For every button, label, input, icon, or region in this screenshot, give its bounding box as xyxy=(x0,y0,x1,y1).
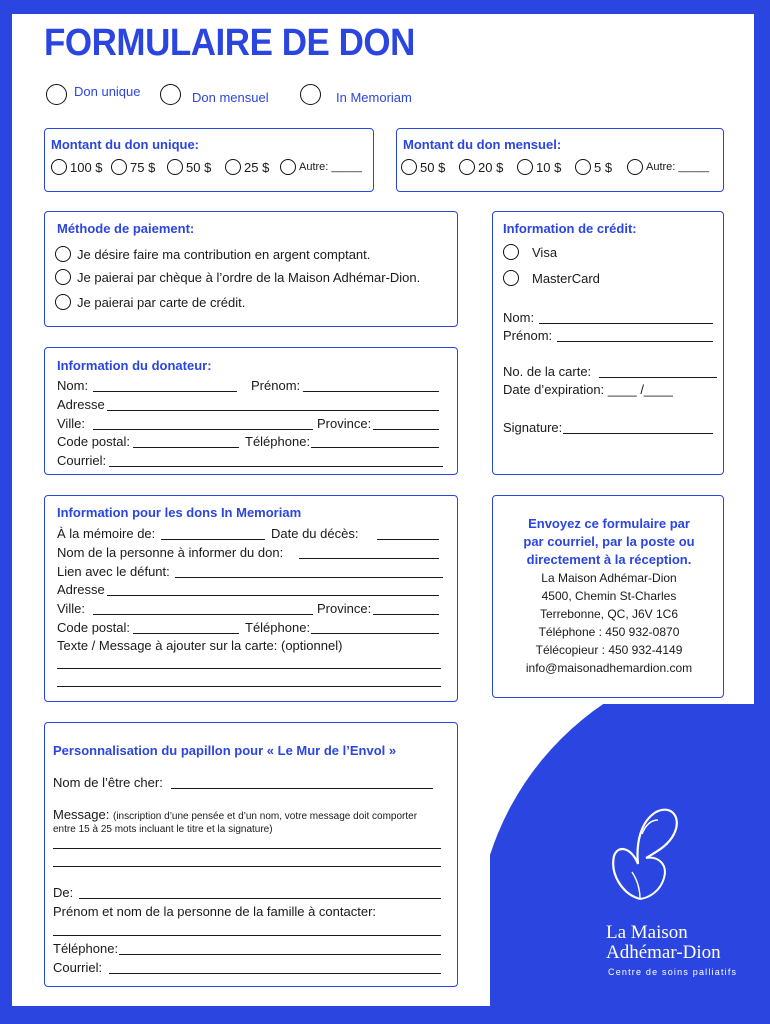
radio-icon[interactable] xyxy=(503,244,519,260)
logo-tagline: Centre de soins palliatifs xyxy=(608,967,738,977)
form-title: FORMULAIRE DE DON xyxy=(44,22,415,64)
radio-icon[interactable] xyxy=(503,270,519,286)
send-address-city: Terrebonne, QC, J6V 1C6 xyxy=(539,607,679,621)
memoriam-province-label: Province: xyxy=(317,601,372,616)
monthly-50[interactable]: 50 $ xyxy=(401,159,445,175)
butterfly-nom-label: Nom de l’être cher: xyxy=(53,775,163,790)
butterfly-message-line-2[interactable] xyxy=(53,866,441,867)
donor-nom-field[interactable] xyxy=(93,391,237,392)
donation-form-page xyxy=(12,14,754,1006)
radio-icon[interactable] xyxy=(401,159,417,175)
butterfly-contact-field[interactable] xyxy=(53,935,441,936)
signature-label: Signature: xyxy=(503,420,563,435)
radio-icon[interactable] xyxy=(627,159,643,175)
radio-icon[interactable] xyxy=(459,159,475,175)
butterfly-contact-label: Prénom et nom de la personne de la famille à contacter: xyxy=(53,904,377,919)
amount-50[interactable]: 50 $ xyxy=(167,159,211,175)
donor-postal-field[interactable] xyxy=(133,447,239,448)
butterfly-phone-field[interactable] xyxy=(119,954,441,955)
donation-type-memoriam[interactable]: In Memoriam xyxy=(300,84,412,105)
memoriam-personne-label: Nom de la personne à informer du don: xyxy=(57,545,284,560)
butterfly-nom-field[interactable] xyxy=(171,788,433,789)
radio-icon[interactable] xyxy=(160,84,181,105)
send-phone: Téléphone : 450 932-0870 xyxy=(538,625,680,639)
send-heading-3: directement à la réception. xyxy=(526,552,692,567)
butterfly-de-field[interactable] xyxy=(79,898,441,899)
credit-nom-field[interactable] xyxy=(539,323,713,324)
card-visa[interactable]: Visa xyxy=(503,244,557,260)
donor-prenom-field[interactable] xyxy=(303,391,439,392)
butterfly-email-field[interactable] xyxy=(109,973,441,974)
amount-25[interactable]: 25 $ xyxy=(225,159,269,175)
memoriam-title: Information pour les dons In Memoriam xyxy=(57,505,302,520)
send-address-name: La Maison Adhémar-Dion xyxy=(541,571,677,585)
memoriam-lien-field[interactable] xyxy=(175,577,443,578)
radio-icon[interactable] xyxy=(575,159,591,175)
send-email-link[interactable]: info@maisonadhemardion.com xyxy=(525,661,693,675)
send-heading-2: par courriel, par la poste ou xyxy=(523,534,695,549)
monthly-amount-box xyxy=(396,128,724,192)
monthly-amount-title: Montant du don mensuel: xyxy=(403,137,562,152)
card-number-label: No. de la carte: xyxy=(503,364,592,379)
logo-line-1: La Maison xyxy=(606,922,688,943)
radio-icon[interactable] xyxy=(55,246,71,262)
send-fax: Télécopieur : 450 932-4149 xyxy=(535,643,683,657)
amount-100[interactable]: 100 $ xyxy=(51,159,103,175)
logo-line-2: Adhémar-Dion xyxy=(606,942,721,963)
donor-nom-label: Nom: xyxy=(57,378,89,393)
donor-email-field[interactable] xyxy=(109,466,443,467)
memoriam-phone-field[interactable] xyxy=(311,633,439,634)
donor-adresse-field[interactable] xyxy=(107,410,439,411)
butterfly-box xyxy=(44,722,458,987)
radio-icon[interactable] xyxy=(111,159,127,175)
amount-other[interactable]: Autre: _____ xyxy=(280,159,362,175)
butterfly-logo-icon xyxy=(602,804,692,914)
radio-icon[interactable] xyxy=(55,269,71,285)
credit-title: Information de crédit: xyxy=(503,221,637,236)
memoriam-province-field[interactable] xyxy=(373,614,439,615)
butterfly-message-note: entre 15 à 25 mots incluant le titre et la signature) xyxy=(53,824,273,835)
donor-phone-label: Téléphone: xyxy=(245,434,311,449)
monthly-other[interactable]: Autre: _____ xyxy=(627,159,709,175)
memoriam-personne-field[interactable] xyxy=(299,558,439,559)
donor-adresse-label: Adresse xyxy=(57,397,105,412)
memoriam-phone-label: Téléphone: xyxy=(245,620,311,635)
memoriam-memoire-field[interactable] xyxy=(161,539,265,540)
card-mastercard[interactable]: MasterCard xyxy=(503,270,600,286)
payment-method-box xyxy=(44,211,458,327)
memoriam-adresse-field[interactable] xyxy=(107,595,439,596)
payment-cash[interactable]: Je désire faire ma contribution en argent comptant. xyxy=(55,246,370,262)
radio-icon[interactable] xyxy=(55,294,71,310)
radio-icon[interactable] xyxy=(300,84,321,105)
donor-ville-label: Ville: xyxy=(57,416,85,431)
butterfly-email-label: Courriel: xyxy=(53,960,103,975)
memoriam-ville-label: Ville: xyxy=(57,601,85,616)
payment-credit-card[interactable]: Je paierai par carte de crédit. xyxy=(55,294,245,310)
memoriam-box xyxy=(44,495,458,702)
memoriam-message-line-2[interactable] xyxy=(57,686,441,687)
monthly-10[interactable]: 10 $ xyxy=(517,159,561,175)
single-amount-title: Montant du don unique: xyxy=(51,137,200,152)
butterfly-message-line-1[interactable] xyxy=(53,848,441,849)
radio-icon[interactable] xyxy=(225,159,241,175)
butterfly-title: Personnalisation du papillon pour « Le Mur de l’Envol » xyxy=(53,743,397,758)
donor-info-box xyxy=(44,347,458,475)
memoriam-ville-field[interactable] xyxy=(93,614,313,615)
payment-title: Méthode de paiement: xyxy=(57,221,195,236)
send-info-box xyxy=(492,495,724,698)
memoriam-memoire-label: À la mémoire de: xyxy=(57,526,156,541)
donor-prenom-label: Prénom: xyxy=(251,378,301,393)
butterfly-message-label: Message: (inscription d’une pensée et d’un nom, votre message doit comporter xyxy=(53,807,418,822)
card-number-field[interactable] xyxy=(599,377,717,378)
send-address-street: 4500, Chemin St-Charles xyxy=(541,589,677,603)
donor-title: Information du donateur: xyxy=(57,358,212,373)
credit-prenom-label: Prénom: xyxy=(503,328,553,343)
payment-cheque[interactable]: Je paierai par chèque à l’ordre de la Maison Adhémar-Dion. xyxy=(55,269,420,285)
memoriam-postal-label: Code postal: xyxy=(57,620,130,635)
donor-ville-field[interactable] xyxy=(93,429,313,430)
radio-icon[interactable] xyxy=(46,84,67,105)
credit-prenom-field[interactable] xyxy=(557,341,713,342)
radio-icon[interactable] xyxy=(280,159,296,175)
credit-info-box xyxy=(492,211,724,475)
butterfly-de-label: De: xyxy=(53,885,74,900)
monthly-5[interactable]: 5 $ xyxy=(575,159,612,175)
butterfly-phone-label: Téléphone: xyxy=(53,941,119,956)
donor-province-label: Province: xyxy=(317,416,372,431)
signature-field[interactable] xyxy=(563,433,713,434)
memoriam-postal-field[interactable] xyxy=(133,633,239,634)
donation-type-single[interactable]: Don unique xyxy=(46,84,141,105)
donor-province-field[interactable] xyxy=(373,429,439,430)
radio-icon[interactable] xyxy=(517,159,533,175)
credit-nom-label: Nom: xyxy=(503,310,535,325)
donor-postal-label: Code postal: xyxy=(57,434,130,449)
send-heading-1: Envoyez ce formulaire par xyxy=(528,516,690,531)
radio-icon[interactable] xyxy=(167,159,183,175)
monthly-20[interactable]: 20 $ xyxy=(459,159,503,175)
radio-icon[interactable] xyxy=(51,159,67,175)
memoriam-lien-label: Lien avec le défunt: xyxy=(57,564,170,579)
amount-75[interactable]: 75 $ xyxy=(111,159,155,175)
donor-phone-field[interactable] xyxy=(311,447,439,448)
single-amount-box xyxy=(44,128,374,192)
memoriam-date-field[interactable] xyxy=(377,539,439,540)
memoriam-date-label: Date du décès: xyxy=(271,526,359,541)
donation-type-monthly[interactable]: Don mensuel xyxy=(160,84,269,105)
memoriam-adresse-label: Adresse xyxy=(57,582,105,597)
memoriam-message-line-1[interactable] xyxy=(57,668,441,669)
memoriam-message-label: Texte / Message à ajouter sur la carte: (optionnel) xyxy=(57,638,343,653)
expiry-field[interactable]: Date d’expiration: ____ /____ xyxy=(503,382,673,397)
donor-email-label: Courriel: xyxy=(57,453,107,468)
